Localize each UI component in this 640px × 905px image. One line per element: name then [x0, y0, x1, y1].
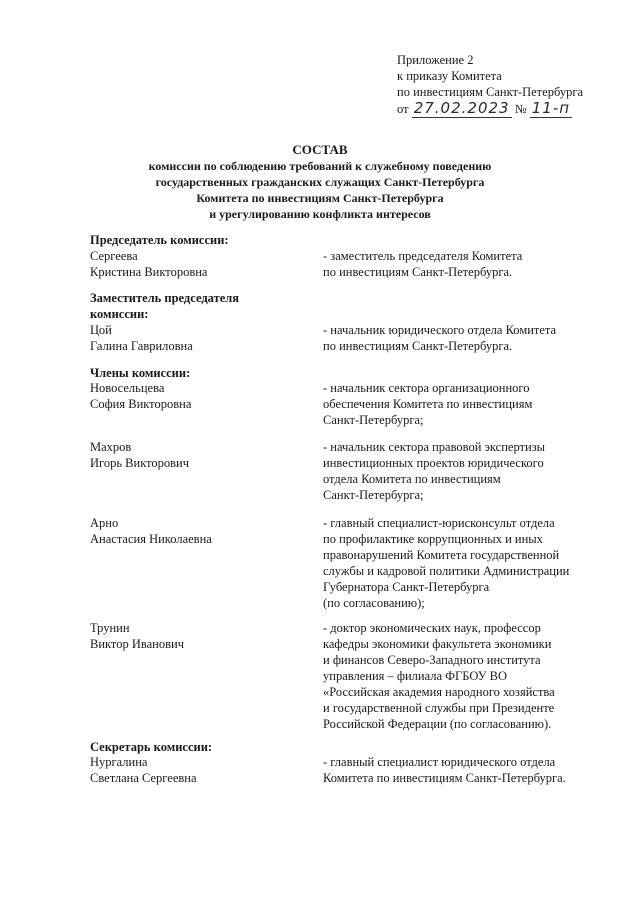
secretary-role-line-2: Комитета по инвестициям Санкт-Петербурга. [323, 771, 566, 785]
deputy-role-line-1: - начальник юридического отдела Комитета [323, 323, 557, 337]
secretary-role-line-1: - главный специалист юридического отдела [323, 755, 556, 769]
annex-date-line [397, 100, 583, 117]
date-prefix: от [397, 102, 409, 116]
member-role-line: и государственной службы при Президенте [323, 701, 555, 715]
annex-block [397, 52, 583, 117]
member-role-line: управления – филиала ФГБОУ ВО [323, 669, 508, 683]
member-role-line: - начальник сектора организационного [323, 381, 530, 395]
annex-line-2: к приказу Комитета [397, 69, 502, 83]
member-role-line: кафедры экономики факультета экономики [323, 637, 552, 651]
handwritten-date: 27.02.2023 [413, 99, 510, 117]
member-surname: Махров [90, 440, 132, 454]
chair-heading: Председатель комиссии: [90, 233, 229, 247]
chair-role-line-2: по инвестициям Санкт-Петербурга. [323, 265, 513, 279]
deputy-role [323, 322, 593, 354]
deputy-heading-line-1: Заместитель председателя [90, 291, 240, 305]
deputy-heading-line-2: комиссии: [90, 307, 149, 321]
annex-line-1: Приложение 2 [397, 53, 474, 67]
member-role-line: Санкт-Петербурга; [323, 488, 424, 502]
deputy-name [90, 322, 290, 354]
member-given-name: Анастасия Николаевна [90, 532, 212, 546]
secretary-name [90, 754, 290, 786]
member-surname: Новосельцева [90, 381, 165, 395]
member-role-line: (по согласованию); [323, 596, 425, 610]
secretary-surname: Нургалина [90, 755, 148, 769]
title-line-3: Комитета по инвестициям Санкт-Петербурга [196, 191, 444, 205]
member-role-line: - доктор экономических наук, профессор [323, 621, 541, 635]
member-role [323, 380, 593, 428]
member-surname: Арно [90, 516, 119, 530]
chair-role-line-1: - заместитель председателя Комитета [323, 249, 523, 263]
title-line-2: государственных гражданских служащих Санкт-Петербурга [155, 175, 485, 189]
member-role-line: Российской Федерации (по согласованию). [323, 717, 552, 731]
number-prefix: № [514, 102, 527, 116]
member-name [90, 515, 290, 547]
member-role [323, 439, 593, 503]
member-name [90, 439, 290, 471]
member-role-line: и финансов Северо-Западного института [323, 653, 541, 667]
deputy-role-line-2: по инвестициям Санкт-Петербурга. [323, 339, 513, 353]
member-role-line: отдела Комитета по инвестициям [323, 472, 501, 486]
member-role [323, 515, 593, 611]
chair-given-name: Кристина Викторовна [90, 265, 208, 279]
handwritten-number: 11-п [531, 99, 571, 117]
member-name [90, 380, 290, 412]
member-given-name: София Викторовна [90, 397, 192, 411]
secretary-heading: Секретарь комиссии: [90, 740, 213, 754]
member-role-line: по профилактике коррупционных и иных [323, 532, 543, 546]
member-role-line: обеспечения Комитета по инвестициям [323, 397, 533, 411]
annex-line-3: по инвестициям Санкт-Петербурга [397, 85, 583, 99]
member-role-line: инвестиционных проектов юридического [323, 456, 544, 470]
secretary-given-name: Светлана Сергеевна [90, 771, 197, 785]
secretary-role [323, 754, 593, 786]
chair-name [90, 248, 290, 280]
member-surname: Трунин [90, 621, 130, 635]
member-role-line: - начальник сектора правовой экспертизы [323, 440, 546, 454]
member-role-line: «Российская академия народного хозяйства [323, 685, 555, 699]
title-line-4: и урегулированию конфликта интересов [209, 207, 431, 221]
chair-role [323, 248, 593, 280]
member-role [323, 620, 593, 732]
member-role-line: службы и кадровой политики Администрации [323, 564, 570, 578]
member-role-line: Губернатора Санкт-Петербурга [323, 580, 490, 594]
member-role-line: - главный специалист-юрисконсульт отдела [323, 516, 555, 530]
title-line-1: комиссии по соблюдению требований к служебному поведению [148, 159, 492, 173]
member-role-line: правонарушений Комитета государственной [323, 548, 560, 562]
members-heading: Члены комиссии: [90, 366, 191, 380]
deputy-given-name: Галина Гавриловна [90, 339, 193, 353]
deputy-heading [90, 290, 239, 322]
member-role-line: Санкт-Петербурга; [323, 413, 424, 427]
document-title [0, 141, 640, 222]
title-main: СОСТАВ [292, 142, 348, 157]
member-name [90, 620, 290, 652]
deputy-surname: Цой [90, 323, 112, 337]
member-given-name: Игорь Викторович [90, 456, 190, 470]
chair-surname: Сергеева [90, 249, 138, 263]
member-given-name: Виктор Иванович [90, 637, 184, 651]
